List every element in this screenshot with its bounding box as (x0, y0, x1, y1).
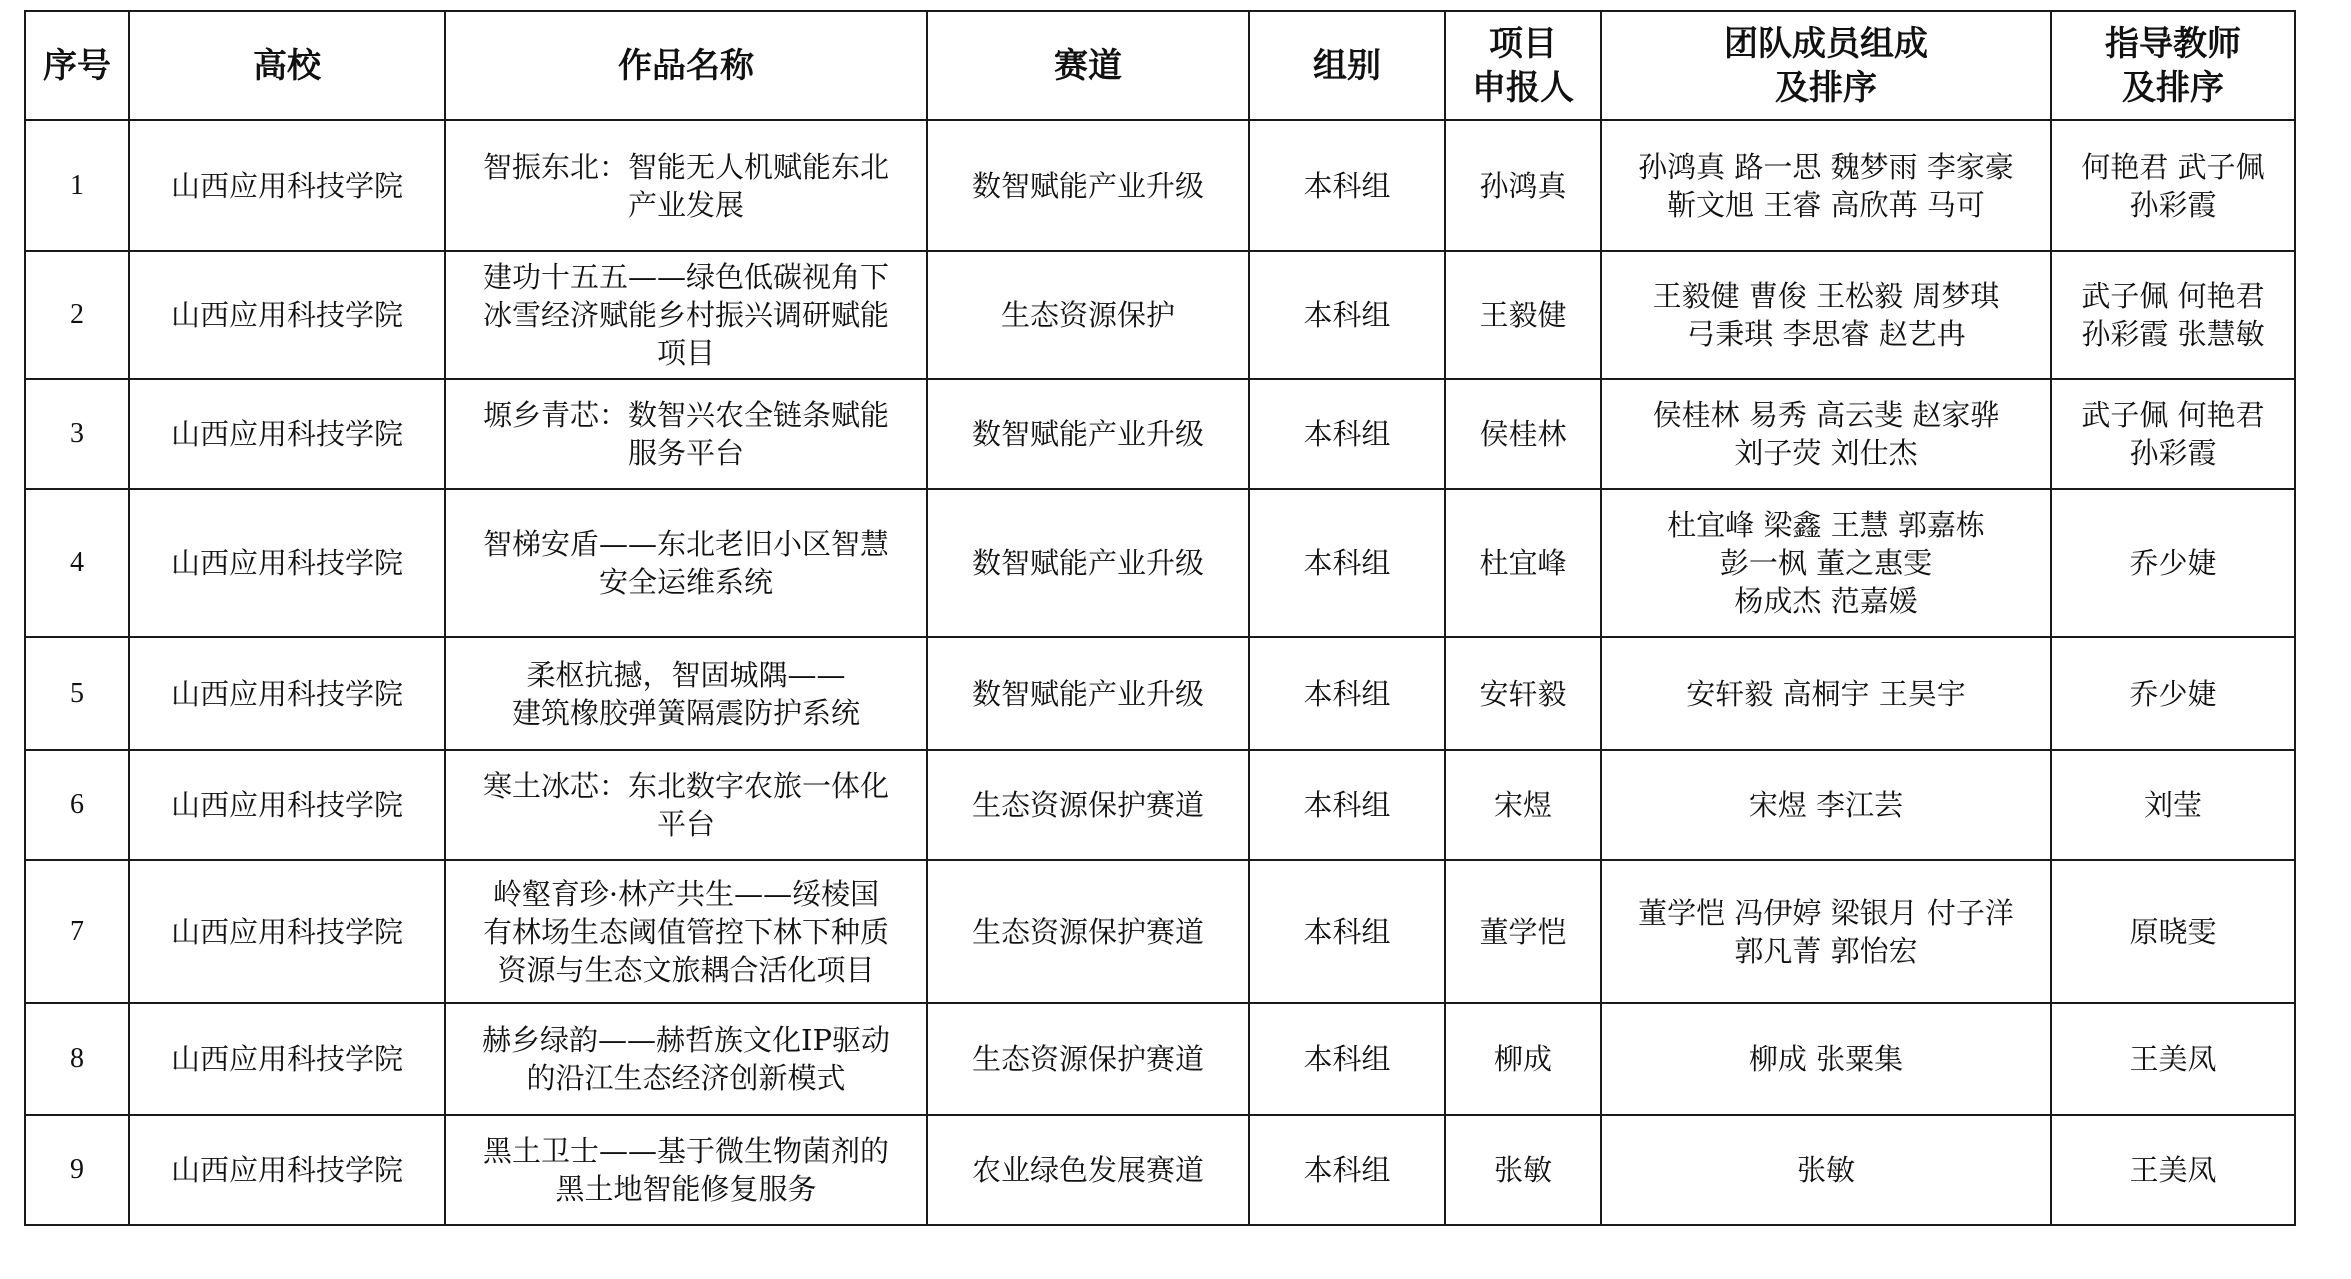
table-row (25, 379, 2295, 489)
cell-advisors: 乔少婕 (2051, 489, 2295, 637)
table-row (25, 750, 2295, 860)
cell-members: 董学恺 冯伊婷 梁银月 付子洋 郭凡菁 郭怡宏 (1601, 860, 2051, 1003)
cell-work: 塬乡青芯：数智兴农全链条赋能 服务平台 (445, 379, 927, 489)
cell-no: 8 (25, 1003, 129, 1115)
cell-track: 数智赋能产业升级 (927, 637, 1249, 750)
cell-work: 黑土卫士——基于微生物菌剂的 黑土地智能修复服务 (445, 1115, 927, 1225)
cell-applicant: 柳成 (1445, 1003, 1601, 1115)
cell-advisors: 武子佩 何艳君 孙彩霞 张慧敏 (2051, 251, 2295, 379)
cell-applicant: 张敏 (1445, 1115, 1601, 1225)
cell-applicant: 安轩毅 (1445, 637, 1601, 750)
cell-group: 本科组 (1249, 489, 1445, 637)
cell-applicant: 侯桂林 (1445, 379, 1601, 489)
cell-applicant: 王毅健 (1445, 251, 1601, 379)
cell-track: 生态资源保护 (927, 251, 1249, 379)
cell-no: 5 (25, 637, 129, 750)
cell-members: 杜宜峰 梁鑫 王慧 郭嘉栋 彭一枫 董之惠雯 杨成杰 范嘉媛 (1601, 489, 2051, 637)
cell-advisors: 原晓雯 (2051, 860, 2295, 1003)
cell-applicant: 董学恺 (1445, 860, 1601, 1003)
cell-group: 本科组 (1249, 1115, 1445, 1225)
cell-school: 山西应用科技学院 (129, 1003, 445, 1115)
cell-track: 生态资源保护赛道 (927, 750, 1249, 860)
cell-members: 张敏 (1601, 1115, 2051, 1225)
header-school: 高校 (129, 11, 445, 120)
table-row (25, 1115, 2295, 1225)
cell-advisors: 武子佩 何艳君 孙彩霞 (2051, 379, 2295, 489)
cell-work: 赫乡绿韵——赫哲族文化IP驱动 的沿江生态经济创新模式 (445, 1003, 927, 1115)
cell-school: 山西应用科技学院 (129, 1115, 445, 1225)
cell-members: 安轩毅 高桐宇 王昊宇 (1601, 637, 2051, 750)
cell-work: 柔枢抗撼，智固城隅—— 建筑橡胶弹簧隔震防护系统 (445, 637, 927, 750)
header-track: 赛道 (927, 11, 1249, 120)
header-work: 作品名称 (445, 11, 927, 120)
cell-group: 本科组 (1249, 637, 1445, 750)
header-row (25, 11, 2295, 120)
cell-school: 山西应用科技学院 (129, 637, 445, 750)
project-list-table (24, 10, 2296, 1226)
cell-school: 山西应用科技学院 (129, 251, 445, 379)
cell-applicant: 孙鸿真 (1445, 120, 1601, 251)
cell-group: 本科组 (1249, 379, 1445, 489)
cell-school: 山西应用科技学院 (129, 750, 445, 860)
cell-school: 山西应用科技学院 (129, 379, 445, 489)
cell-school: 山西应用科技学院 (129, 489, 445, 637)
cell-advisors: 刘莹 (2051, 750, 2295, 860)
cell-no: 7 (25, 860, 129, 1003)
cell-no: 3 (25, 379, 129, 489)
cell-work: 岭壑育珍·林产共生——绥棱国 有林场生态阈值管控下林下种质 资源与生态文旅耦合活化项目 (445, 860, 927, 1003)
cell-track: 生态资源保护赛道 (927, 1003, 1249, 1115)
cell-applicant: 杜宜峰 (1445, 489, 1601, 637)
table-row (25, 637, 2295, 750)
cell-group: 本科组 (1249, 1003, 1445, 1115)
cell-group: 本科组 (1249, 120, 1445, 251)
cell-advisors: 王美凤 (2051, 1003, 2295, 1115)
cell-school: 山西应用科技学院 (129, 120, 445, 251)
header-no: 序号 (25, 11, 129, 120)
header-group: 组别 (1249, 11, 1445, 120)
cell-members: 孙鸿真 路一思 魏梦雨 李家豪 靳文旭 王睿 高欣苒 马可 (1601, 120, 2051, 251)
table-row (25, 1003, 2295, 1115)
table-row (25, 120, 2295, 251)
cell-advisors: 何艳君 武子佩 孙彩霞 (2051, 120, 2295, 251)
cell-track: 农业绿色发展赛道 (927, 1115, 1249, 1225)
cell-no: 2 (25, 251, 129, 379)
cell-members: 柳成 张粟集 (1601, 1003, 2051, 1115)
cell-no: 1 (25, 120, 129, 251)
header-advisors: 指导教师 及排序 (2051, 11, 2295, 120)
cell-no: 4 (25, 489, 129, 637)
cell-group: 本科组 (1249, 251, 1445, 379)
cell-track: 数智赋能产业升级 (927, 379, 1249, 489)
cell-members: 侯桂林 易秀 高云斐 赵家骅 刘子荧 刘仕杰 (1601, 379, 2051, 489)
cell-no: 9 (25, 1115, 129, 1225)
cell-work: 智梯安盾——东北老旧小区智慧 安全运维系统 (445, 489, 927, 637)
cell-work: 寒土冰芯：东北数字农旅一体化 平台 (445, 750, 927, 860)
table-row (25, 489, 2295, 637)
table-row (25, 251, 2295, 379)
cell-advisors: 王美凤 (2051, 1115, 2295, 1225)
cell-applicant: 宋煜 (1445, 750, 1601, 860)
table-row (25, 860, 2295, 1003)
cell-school: 山西应用科技学院 (129, 860, 445, 1003)
cell-no: 6 (25, 750, 129, 860)
cell-group: 本科组 (1249, 860, 1445, 1003)
cell-track: 数智赋能产业升级 (927, 489, 1249, 637)
cell-members: 王毅健 曹俊 王松毅 周梦琪 弓秉琪 李思睿 赵艺冉 (1601, 251, 2051, 379)
cell-track: 数智赋能产业升级 (927, 120, 1249, 251)
cell-advisors: 乔少婕 (2051, 637, 2295, 750)
cell-group: 本科组 (1249, 750, 1445, 860)
cell-members: 宋煜 李江芸 (1601, 750, 2051, 860)
cell-work: 建功十五五——绿色低碳视角下 冰雪经济赋能乡村振兴调研赋能 项目 (445, 251, 927, 379)
header-members: 团队成员组成 及排序 (1601, 11, 2051, 120)
cell-work: 智振东北：智能无人机赋能东北 产业发展 (445, 120, 927, 251)
cell-track: 生态资源保护赛道 (927, 860, 1249, 1003)
header-applicant: 项目 申报人 (1445, 11, 1601, 120)
